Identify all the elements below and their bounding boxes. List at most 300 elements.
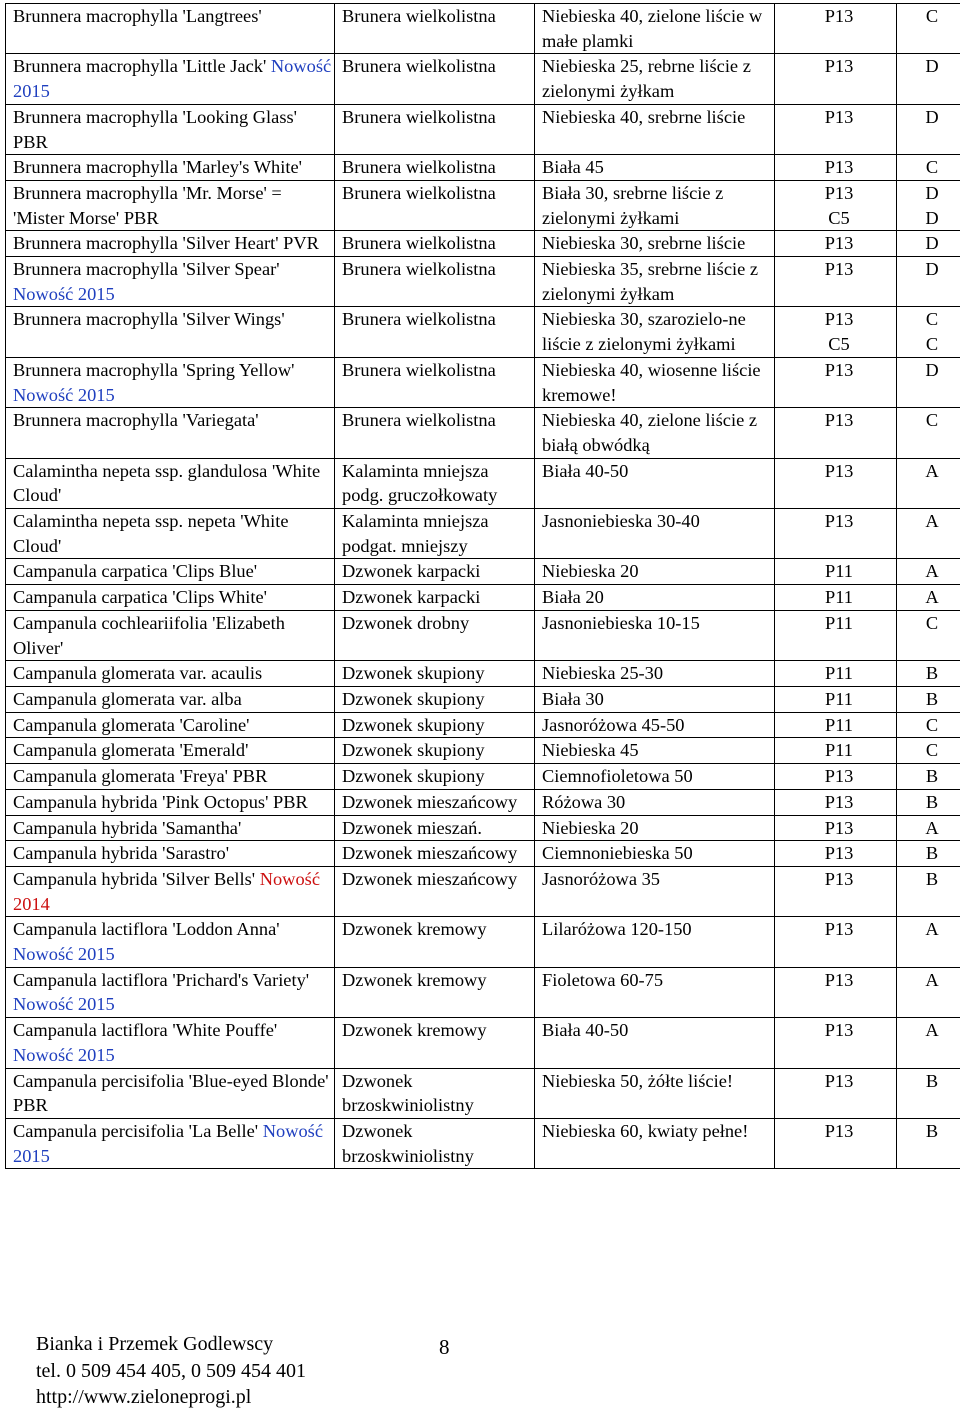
table-row — [6, 155, 960, 181]
pot-size-cell-text: P13 — [824, 460, 854, 481]
latin-name-cell — [6, 54, 335, 104]
table-row — [6, 1018, 960, 1068]
description-cell-text: Niebieska 50, żółte liście! — [542, 1070, 733, 1091]
footer-url: http://www.zieloneprogi.pl — [36, 1386, 252, 1408]
latin-name-cell-text: Campanula hybrida 'Samantha' — [13, 817, 242, 838]
price-group-cell — [897, 155, 960, 181]
pot-size-cell — [775, 917, 897, 967]
polish-name-cell-text: Dzwonek mieszań. — [342, 817, 482, 838]
pot-size-cell — [775, 1068, 897, 1118]
latin-name-cell — [6, 917, 335, 967]
polish-name-cell — [335, 104, 535, 154]
pot-size-cell — [775, 155, 897, 181]
pot-size-cell-text: P13 — [824, 791, 854, 812]
pot-size-cell-text: P13 — [824, 1120, 854, 1141]
latin-name-cell-text: Campanula glomerata 'Freya' PBR — [13, 766, 268, 787]
pot-size-cell — [775, 231, 897, 257]
pot-size-cell-text: P13 — [824, 6, 854, 26]
latin-name-cell-text: Campanula glomerata var. acaulis — [13, 663, 263, 684]
polish-name-cell — [335, 1018, 535, 1068]
description-cell-text: Jasnoróżowa 45-50 — [542, 714, 685, 735]
polish-name-cell — [335, 257, 535, 307]
pot-size-cell-text: P11 — [825, 688, 853, 709]
description-cell-text: Biała 20 — [542, 587, 604, 608]
table-row — [6, 307, 960, 357]
pot-size-cell-text: P13 — [824, 410, 854, 431]
latin-name-cell-text: Brunnera macrophylla 'Silver Heart' PVR — [13, 233, 319, 254]
price-group-cell-text: A — [925, 969, 939, 990]
pot-size-cell — [775, 54, 897, 104]
polish-name-cell-text: Brunera wielkolistna — [342, 157, 496, 178]
table-row — [6, 458, 960, 508]
polish-name-cell-text: Brunera wielkolistna — [342, 56, 496, 77]
description-cell-text: Biała 45 — [542, 157, 604, 178]
description-cell — [535, 104, 775, 154]
pot-size-cell-text: P11 — [825, 714, 853, 735]
description-cell — [535, 712, 775, 738]
polish-name-cell-text: Dzwonek drobny — [342, 612, 470, 633]
polish-name-cell-text: Brunera wielkolistna — [342, 233, 496, 254]
latin-name-cell-text: Campanula lactiflora 'Prichard's Variety' — [13, 969, 310, 990]
pot-size-cell — [775, 661, 897, 687]
pot-size-cell — [775, 815, 897, 841]
price-group-cell — [897, 1068, 960, 1118]
table-row — [6, 1068, 960, 1118]
footer — [36, 1331, 306, 1411]
polish-name-cell — [335, 738, 535, 764]
pot-size-cell-text: P13 — [824, 868, 854, 889]
latin-name-cell — [6, 509, 335, 559]
novelty-badge: Nowość 2015 — [13, 384, 115, 405]
polish-name-cell-text: Dzwonek karpacki — [342, 561, 481, 582]
polish-name-cell-text: Kalaminta mniejsza podgat. mniejszy — [342, 511, 489, 556]
description-cell — [535, 841, 775, 867]
price-group-cell — [897, 559, 960, 585]
description-cell-text: Ciemnoniebieska 50 — [542, 843, 693, 864]
polish-name-cell-text: Dzwonek mieszańcowy — [342, 791, 518, 812]
description-cell — [535, 661, 775, 687]
table-row — [6, 917, 960, 967]
latin-name-cell — [6, 1018, 335, 1068]
description-cell-text: Ciemnofioletowa 50 — [542, 766, 693, 787]
pot-size-cell-text: P13 — [824, 106, 854, 127]
polish-name-cell — [335, 610, 535, 660]
table-row — [6, 257, 960, 307]
table-row — [6, 408, 960, 458]
polish-name-cell — [335, 585, 535, 611]
price-group-cell — [897, 231, 960, 257]
pot-size-cell — [775, 841, 897, 867]
table-row — [6, 231, 960, 257]
polish-name-cell-text: Brunera wielkolistna — [342, 6, 496, 26]
polish-name-cell — [335, 1118, 535, 1168]
description-cell — [535, 4, 775, 54]
price-group-cell — [897, 458, 960, 508]
page-number: 8 — [439, 1335, 450, 1359]
polish-name-cell — [335, 509, 535, 559]
polish-name-cell — [335, 712, 535, 738]
latin-name-cell-text: Brunnera macrophylla 'Mr. Morse' = 'Mister Morse' PBR — [13, 182, 282, 228]
pot-size-cell — [775, 1018, 897, 1068]
pot-size-cell-text: P11 — [825, 561, 853, 582]
latin-name-cell — [6, 257, 335, 307]
pot-size-cell-text: P11 — [825, 612, 853, 633]
table-row — [6, 866, 960, 916]
price-group-cell — [897, 357, 960, 407]
pot-size-cell-text: P13 — [824, 817, 854, 838]
price-group-cell-line: C — [925, 334, 939, 355]
price-group-cell — [897, 712, 960, 738]
table-row — [6, 180, 960, 230]
latin-name-cell — [6, 180, 335, 230]
latin-name-cell-text: Brunnera macrophylla 'Marley's White' — [13, 157, 302, 178]
polish-name-cell-text: Dzwonek skupiony — [342, 740, 485, 761]
polish-name-cell-text: Brunera wielkolistna — [342, 106, 496, 127]
price-group-cell-text: A — [925, 817, 939, 838]
polish-name-cell — [335, 408, 535, 458]
pot-size-cell-text: P13 — [824, 766, 854, 787]
latin-name-cell-text: Campanula lactiflora 'Loddon Anna' — [13, 919, 280, 940]
price-group-cell-text: B — [925, 1120, 939, 1141]
latin-name-cell-text: Campanula cochleariifolia 'Elizabeth Oliver' — [13, 612, 285, 658]
latin-name-cell — [6, 789, 335, 815]
table-row — [6, 686, 960, 712]
plant-table — [5, 3, 960, 1169]
pot-size-cell-line: C5 — [828, 207, 850, 228]
description-cell-text: Niebieska 40, zielone liście z białą obwódką — [542, 410, 757, 455]
latin-name-cell — [6, 307, 335, 357]
latin-name-cell — [6, 610, 335, 660]
price-group-cell-text: A — [925, 919, 939, 940]
novelty-badge: Nowość 2015 — [13, 283, 115, 304]
price-group-cell — [897, 967, 960, 1017]
price-group-cell — [897, 866, 960, 916]
polish-name-cell — [335, 686, 535, 712]
description-cell-text: Jasnoniebieska 30-40 — [542, 511, 700, 532]
latin-name-cell — [6, 104, 335, 154]
description-cell — [535, 257, 775, 307]
price-group-cell — [897, 686, 960, 712]
pot-size-cell-text: P11 — [825, 587, 853, 608]
price-group-cell — [897, 610, 960, 660]
polish-name-cell-text: Dzwonek kremowy — [342, 1020, 487, 1041]
description-cell — [535, 917, 775, 967]
description-cell-text: Lilaróżowa 120-150 — [542, 919, 692, 940]
table-row — [6, 4, 960, 54]
description-cell — [535, 764, 775, 790]
description-cell — [535, 458, 775, 508]
table-row — [6, 661, 960, 687]
latin-name-cell-text: Calamintha nepeta ssp. nepeta 'White Cloud' — [13, 511, 289, 556]
description-cell-text: Fioletowa 60-75 — [542, 969, 664, 990]
pot-size-cell — [775, 458, 897, 508]
price-group-cell-text: B — [925, 1070, 939, 1091]
table-row — [6, 815, 960, 841]
description-cell — [535, 967, 775, 1017]
latin-name-cell-text: Campanula percisifolia 'La Belle' — [13, 1120, 259, 1141]
polish-name-cell — [335, 764, 535, 790]
latin-name-cell-text: Campanula glomerata var. alba — [13, 688, 242, 709]
table-row — [6, 559, 960, 585]
polish-name-cell-text: Dzwonek skupiony — [342, 688, 485, 709]
pot-size-cell-text: P13 — [824, 969, 854, 990]
pot-size-cell — [775, 307, 897, 357]
novelty-badge: Nowość 2014 — [13, 868, 320, 914]
latin-name-cell-text: Brunnera macrophylla 'Looking Glass' PBR — [13, 106, 297, 152]
pot-size-cell — [775, 180, 897, 230]
latin-name-cell — [6, 585, 335, 611]
pot-size-cell-text: P13 — [824, 511, 854, 532]
price-group-cell — [897, 661, 960, 687]
latin-name-cell — [6, 458, 335, 508]
pot-size-cell-text: P11 — [825, 740, 853, 761]
novelty-badge: Nowość 2015 — [13, 1044, 115, 1065]
table-row — [6, 764, 960, 790]
description-cell-text: Niebieska 30, szarozielo-ne liście z zielonymi żyłkami — [542, 309, 746, 355]
price-group-cell — [897, 738, 960, 764]
pot-size-cell — [775, 559, 897, 585]
price-group-cell-text: C — [925, 740, 939, 761]
price-group-cell-text: A — [925, 511, 939, 532]
description-cell-text: Niebieska 40, zielone liście w małe plamki — [542, 6, 763, 51]
polish-name-cell — [335, 661, 535, 687]
latin-name-cell-text: Campanula hybrida 'Pink Octopus' PBR — [13, 791, 308, 812]
description-cell — [535, 1118, 775, 1168]
price-group-cell — [897, 257, 960, 307]
price-group-cell — [897, 4, 960, 54]
latin-name-cell-text: Campanula hybrida 'Sarastro' — [13, 843, 230, 864]
description-cell-text: Biała 40-50 — [542, 460, 629, 481]
price-group-cell — [897, 764, 960, 790]
table-row — [6, 585, 960, 611]
pot-size-cell — [775, 712, 897, 738]
description-cell — [535, 866, 775, 916]
pot-size-cell-text: P13 — [824, 1020, 854, 1041]
pot-size-cell — [775, 764, 897, 790]
pot-size-cell-text: P13 — [824, 919, 854, 940]
description-cell-text: Niebieska 45 — [542, 740, 639, 761]
pot-size-cell — [775, 585, 897, 611]
latin-name-cell-text: Campanula hybrida 'Silver Bells' — [13, 868, 256, 889]
polish-name-cell — [335, 815, 535, 841]
pot-size-cell-line: P13 — [824, 309, 854, 330]
price-group-cell-text: B — [925, 766, 939, 787]
description-cell — [535, 738, 775, 764]
description-cell — [535, 357, 775, 407]
description-cell — [535, 686, 775, 712]
polish-name-cell-text: Brunera wielkolistna — [342, 182, 496, 203]
description-cell — [535, 1068, 775, 1118]
description-cell — [535, 307, 775, 357]
pot-size-cell-text: P13 — [824, 359, 854, 380]
price-group-cell-text: C — [925, 6, 939, 26]
polish-name-cell-text: Dzwonek brzoskwiniolistny — [342, 1120, 474, 1166]
table-row — [6, 789, 960, 815]
price-group-cell-text: B — [925, 868, 939, 889]
pot-size-cell-line: P13 — [824, 182, 854, 203]
novelty-badge: Nowość 2015 — [13, 994, 115, 1015]
latin-name-cell — [6, 841, 335, 867]
table-row — [6, 357, 960, 407]
pot-size-cell-text: P13 — [824, 1070, 854, 1091]
pot-size-cell-text: P13 — [824, 843, 854, 864]
latin-name-cell-text: Campanula lactiflora 'White Pouffe' — [13, 1020, 278, 1041]
price-group-cell — [897, 1018, 960, 1068]
description-cell-text: Niebieska 40, srebrne liście — [542, 106, 746, 127]
price-group-cell-text: D — [925, 259, 939, 280]
footer-name: Bianka i Przemek Godlewscy — [36, 1333, 274, 1355]
polish-name-cell — [335, 866, 535, 916]
price-group-cell — [897, 815, 960, 841]
price-group-cell-text: A — [925, 1020, 939, 1041]
polish-name-cell — [335, 180, 535, 230]
polish-name-cell-text: Dzwonek skupiony — [342, 714, 485, 735]
latin-name-cell — [6, 712, 335, 738]
description-cell-text: Niebieska 25-30 — [542, 663, 664, 684]
price-group-cell-text: C — [925, 612, 939, 633]
pot-size-cell — [775, 610, 897, 660]
latin-name-cell-text: Brunnera macrophylla 'Silver Wings' — [13, 309, 285, 330]
price-group-cell-line: D — [925, 207, 939, 228]
polish-name-cell — [335, 307, 535, 357]
price-group-cell-text: B — [925, 843, 939, 864]
table-row — [6, 54, 960, 104]
novelty-badge: Nowość 2015 — [13, 56, 332, 102]
polish-name-cell-text: Brunera wielkolistna — [342, 309, 496, 330]
description-cell-text: Biała 30, srebrne liście z zielonymi żyłkami — [542, 182, 724, 228]
pot-size-cell — [775, 509, 897, 559]
pot-size-cell — [775, 408, 897, 458]
latin-name-cell-text: Campanula carpatica 'Clips Blue' — [13, 561, 258, 582]
description-cell — [535, 585, 775, 611]
latin-name-cell — [6, 1068, 335, 1118]
price-group-cell-text: D — [925, 106, 939, 127]
polish-name-cell — [335, 917, 535, 967]
description-cell-text: Niebieska 35, srebrne liście z zielonymi żyłkam — [542, 259, 759, 304]
description-cell-text: Biała 40-50 — [542, 1020, 629, 1041]
latin-name-cell — [6, 686, 335, 712]
description-cell — [535, 509, 775, 559]
latin-name-cell-text: Campanula carpatica 'Clips White' — [13, 587, 267, 608]
price-group-cell — [897, 104, 960, 154]
polish-name-cell — [335, 357, 535, 407]
novelty-badge: Nowość 2015 — [13, 944, 115, 965]
polish-name-cell-text: Dzwonek kremowy — [342, 969, 487, 990]
pot-size-cell-text: P13 — [824, 233, 854, 254]
latin-name-cell — [6, 764, 335, 790]
pot-size-cell — [775, 967, 897, 1017]
polish-name-cell — [335, 231, 535, 257]
latin-name-cell — [6, 357, 335, 407]
price-group-cell — [897, 307, 960, 357]
description-cell-text: Niebieska 25, rebrne liście z zielonymi żyłkam — [542, 56, 751, 102]
pot-size-cell — [775, 1118, 897, 1168]
novelty-badge: Nowość 2015 — [13, 1120, 323, 1166]
polish-name-cell-text: Dzwonek skupiony — [342, 766, 485, 787]
description-cell-text: Jasnoniebieska 10-15 — [542, 612, 700, 633]
latin-name-cell — [6, 661, 335, 687]
price-group-cell-text: B — [925, 791, 939, 812]
description-cell — [535, 155, 775, 181]
table-row — [6, 712, 960, 738]
price-group-cell — [897, 585, 960, 611]
price-group-cell-text: C — [925, 157, 939, 178]
price-group-cell — [897, 1118, 960, 1168]
latin-name-cell-text: Campanula percisifolia 'Blue-eyed Blonde' PBR — [13, 1070, 329, 1116]
description-cell — [535, 559, 775, 585]
price-group-cell — [897, 180, 960, 230]
description-cell-text: Niebieska 20 — [542, 561, 639, 582]
description-cell — [535, 610, 775, 660]
latin-name-cell-text: Campanula glomerata 'Caroline' — [13, 714, 250, 735]
polish-name-cell-text: Brunera wielkolistna — [342, 410, 496, 431]
price-group-cell-text: A — [925, 561, 939, 582]
polish-name-cell-text: Dzwonek skupiony — [342, 663, 485, 684]
latin-name-cell — [6, 231, 335, 257]
pot-size-cell — [775, 357, 897, 407]
polish-name-cell — [335, 789, 535, 815]
latin-name-cell — [6, 967, 335, 1017]
price-group-cell-text: A — [925, 460, 939, 481]
polish-name-cell-text: Kalaminta mniejsza podg. gruczołkowaty — [342, 460, 498, 506]
table-row — [6, 841, 960, 867]
description-cell-text: Niebieska 40, wiosenne liście kremowe! — [542, 359, 761, 405]
table-row — [6, 1118, 960, 1168]
pot-size-cell — [775, 789, 897, 815]
latin-name-cell-text: Brunnera macrophylla 'Silver Spear' — [13, 259, 280, 280]
pot-size-cell-text: P13 — [824, 259, 854, 280]
latin-name-cell-text: Brunnera macrophylla 'Little Jack' — [13, 56, 267, 77]
polish-name-cell — [335, 967, 535, 1017]
price-group-cell-line: C — [925, 309, 939, 330]
price-group-cell — [897, 509, 960, 559]
latin-name-cell-text: Brunnera macrophylla 'Spring Yellow' — [13, 359, 295, 380]
description-cell-text: Niebieska 60, kwiaty pełne! — [542, 1120, 749, 1141]
polish-name-cell-text: Dzwonek mieszańcowy — [342, 868, 518, 889]
polish-name-cell-text: Brunera wielkolistna — [342, 259, 496, 280]
latin-name-cell — [6, 1118, 335, 1168]
price-group-cell — [897, 408, 960, 458]
table-row — [6, 509, 960, 559]
polish-name-cell — [335, 155, 535, 181]
pot-size-cell — [775, 686, 897, 712]
price-group-cell — [897, 841, 960, 867]
footer-phone: tel. 0 509 454 405, 0 509 454 401 — [36, 1359, 306, 1382]
price-group-cell — [897, 917, 960, 967]
polish-name-cell — [335, 458, 535, 508]
latin-name-cell — [6, 738, 335, 764]
price-group-cell-text: A — [925, 587, 939, 608]
pot-size-cell — [775, 104, 897, 154]
polish-name-cell-text: Dzwonek mieszańcowy — [342, 843, 518, 864]
latin-name-cell — [6, 866, 335, 916]
polish-name-cell — [335, 559, 535, 585]
pot-size-cell-line: C5 — [828, 334, 850, 355]
polish-name-cell — [335, 4, 535, 54]
polish-name-cell-text: Brunera wielkolistna — [342, 359, 496, 380]
pot-size-cell-text: P11 — [825, 663, 853, 684]
latin-name-cell — [6, 559, 335, 585]
pot-size-cell — [775, 4, 897, 54]
table-row — [6, 610, 960, 660]
description-cell — [535, 789, 775, 815]
latin-name-cell — [6, 4, 335, 54]
description-cell-text: Niebieska 20 — [542, 817, 639, 838]
latin-name-cell-text: Brunnera macrophylla 'Langtrees' — [13, 6, 262, 26]
pot-size-cell — [775, 257, 897, 307]
price-group-cell-text: D — [925, 56, 939, 77]
polish-name-cell-text: Dzwonek karpacki — [342, 587, 481, 608]
